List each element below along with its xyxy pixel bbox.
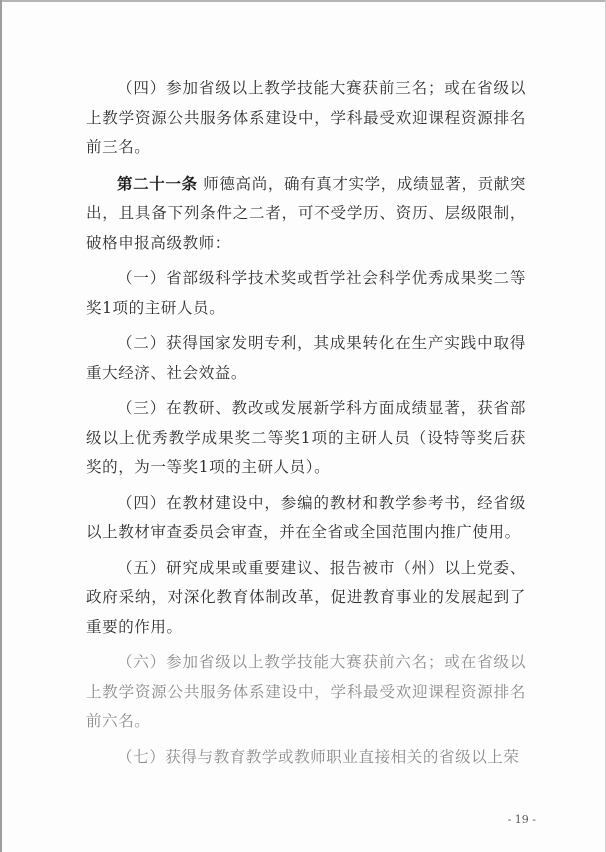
paragraph-item-4-top: （四）参加省级以上教学技能大赛获前三名；或在省级以上教学资源公共服务体系建设中，学科最受欢迎课程资源排名前三名。 <box>86 79 526 156</box>
document-body <box>86 74 526 772</box>
condition-1: （一）省部级科学技术奖或哲学社会科学优秀成果奖二等奖1项的主研人员。 <box>86 269 526 317</box>
condition-7: （七）获得与教育教学或教师职业直接相关的省级以上荣 <box>117 747 520 766</box>
condition-6: （六）参加省级以上教学技能大赛获前六名；或在省级以上教学资源公共服务体系建设中，学科最受欢迎课程资源排名前六名。 <box>86 653 526 730</box>
condition-5: （五）研究成果或重要建议、报告被市（州）以上党委、政府采纳，对深化教育体制改革，促进教育事业的发展起到了重要的作用。 <box>86 558 526 636</box>
page-number: - 19 - <box>507 813 536 826</box>
condition-2: （二）获得国家发明专利，其成果转化在生产实践中取得重大经济、社会效益。 <box>86 334 526 382</box>
article-heading: 第二十一条 <box>117 173 198 193</box>
condition-4: （四）在教材建设中，参编的教材和教学参考书，经省级以上教材审查委员会审查，并在全省或全国范围内推广使用。 <box>86 493 526 541</box>
article-21-paragraph: 第二十一条 师德高尚，确有真才实学，成绩显著，贡献突出，且具备下列条件之二者，可不受学历、资历、层级限制，破格申报高级教师： <box>86 173 526 252</box>
condition-3: （三）在教研、教改或发展新学科方面成绩显著，获省部级以上优秀教学成果奖二等奖1项的主研人员（设特等奖后获奖的，为一等奖1项的主研人员）。 <box>86 399 526 476</box>
